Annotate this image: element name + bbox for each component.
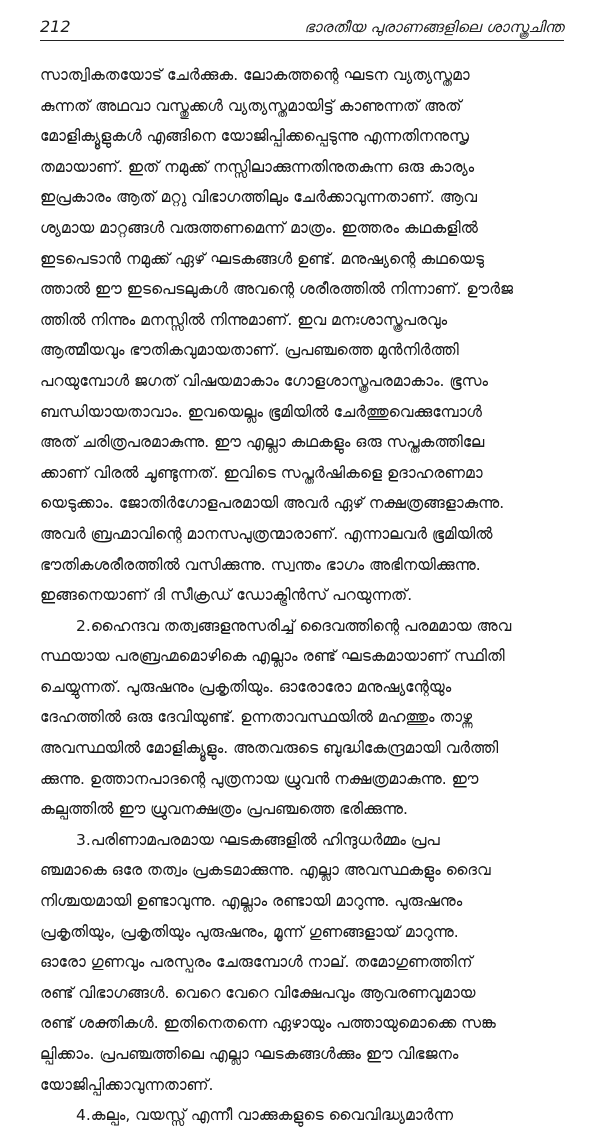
- text-line: രണ്ട് ശക്തികൾ. ഇതിനെതന്നെ ഏഴായും പത്തായുമൊക്കെ സങ്ക: [40, 1014, 496, 1033]
- running-title: ഭാരതീയ പുരാണങ്ങളിലെ ശാസ്ത്രചിന്ത: [304, 18, 564, 36]
- text-line: യെടുക്കാം. ജോതിർഗോളപരമായി അവർ ഏഴ് നക്ഷത്രങ്ങളാകുന്നു.: [40, 494, 505, 513]
- text-line: രണ്ട് വിഭാഗങ്ങൾ. വെറെ വേറെ വിക്ഷേപവും ആവരണവുമായ: [40, 983, 476, 1002]
- text-line: ഓരോ ഗുണവും പരസ്പരം ചേരുമ്പോൾ നാല്. തമോഗുണത്തിന്: [40, 953, 473, 972]
- text-line: കല്പത്തിൽ ഈ ധ്രുവനക്ഷത്രം പ്രപഞ്ചത്തെ ഭരിക്കുന്നു.: [40, 800, 408, 819]
- text-line: ഞ്ചമാകെ ഒരേ തത്വം പ്രകടമാക്കുന്നു. എല്ലാ അവസ്ഥകളും ദൈവ: [40, 861, 491, 880]
- text-line: ത്തിൽ നിന്നും മനസ്സിൽ നിന്നുമാണ്. ഇവ മനഃശാസ്ത്രപരവും: [40, 310, 448, 329]
- text-line: കുന്നത് അഥവാ വസ്തുക്കൾ വ്യത്യസ്തമായിട്ട് കാണുന്നത് അത്: [40, 96, 462, 115]
- text-line: ആത്മീയവും ഭൗതികവുമായതാണ്. പ്രപഞ്ചത്തെ മുൻനിർത്തി: [40, 341, 459, 360]
- text-line: അത് ചരിത്രപരമാകുന്നു. ഈ എല്ലാ കഥകളും ഒരു സപ്തകത്തിലേ: [40, 433, 485, 452]
- text-line: പ്രകൃതിയും, പ്രകൃതിയും പുരുഷനും, മൂന്ന് ഗുണങ്ങളായ് മാറുന്നു.: [40, 922, 459, 941]
- text-line: ല്പിക്കാം. പ്രപഞ്ചത്തിലെ എല്ലാ ഘടകങ്ങൾക്കും ഈ വിഭജനം: [40, 1045, 459, 1063]
- page-number: 212: [40, 17, 71, 36]
- text-line: ഇടപെടാൻ നമുക്ക് ഏഴ് ഘടകങ്ങൾ ഉണ്ട്. മനുഷ്യന്റെ കഥയെടു: [40, 249, 484, 268]
- page-header: [40, 6, 564, 41]
- text-line: അവർ ബ്രഹ്മാവിന്റെ മാനസപുത്രന്മാരാണ്. എന്നാലവർ ഭൂമിയിൽ: [40, 524, 493, 543]
- text-line: നിശ്ചയമായി ഉണ്ടാവുന്നു. എല്ലാം രണ്ടായി മാറുന്നു. പുരുഷനും: [40, 892, 463, 911]
- text-line: 2.ഹൈന്ദവ തത്വങ്ങളനുസരിച്ച് ദൈവത്തിന്റെ പരമമായ അവ: [76, 616, 512, 635]
- text-line: 3.പരിണാമപരമായ ഘടകങ്ങളിൽ ഹിന്ദുധർമ്മം പ്രപ: [76, 830, 440, 849]
- text-line: മോളിക്യൂളുകൾ എങ്ങിനെ യോജിപ്പിക്കപ്പെടുന്നു എന്നതിനനുസൃ: [40, 127, 470, 146]
- text-line: 4.കല്പം, വയസ്സ് എന്നീ വാക്കുകളുടെ വൈവിദ്ധ്യമാർന്ന: [76, 1106, 453, 1125]
- text-line: അവസ്ഥയിൽ മോളിക്യൂളും. അതവരുടെ ബുദ്ധികേന്ദ്രമായി വർത്തി: [40, 739, 499, 758]
- text-line: ക്കാണ് വിരൽ ചൂണ്ടുന്നത്. ഇവിടെ സപ്തർഷികളെ ഉദാഹരണമാ: [40, 463, 483, 482]
- text-line: യോജിപ്പിക്കാവുന്നതാണ്.: [40, 1075, 214, 1094]
- text-line: സാത്വികതയോട് ചേർക്കുക. ലോകത്തന്റെ ഘടന വ്യത്യസ്തമാ: [40, 66, 470, 84]
- text-line: ഇങ്ങനെയാണ് ദി സീക്രഡ് ഡോക്ട്രിൻസ് പറയുന്നത്.: [40, 586, 413, 605]
- text-line: ഭൗതികശരീരത്തിൽ വസിക്കുന്നു. സ്വന്തം ഭാഗം അഭിനയിക്കുന്നു.: [40, 555, 481, 574]
- text-line: ദേഹത്തിൽ ഒരു ദേവിയുണ്ട്. ഉന്നതാവസ്ഥയിൽ മഹത്തും താഴ്ന്ന: [40, 708, 473, 727]
- text-line: തമായാണ്. ഇത് നമുക്ക് നസ്സിലാക്കുന്നതിനുതകുന്ന ഒരു കാര്യം: [40, 157, 475, 176]
- text-line: ശ്യമായ മാറ്റങ്ങൾ വരുത്തണമെന്ന് മാത്രം. ഇത്തരം കഥകളിൽ: [40, 218, 478, 237]
- text-line: പറയുമ്പോൾ ജഗത് വിഷയമാകാം ഗോളശാസ്ത്രപരമാകാം. ഭൂസം: [40, 371, 488, 390]
- text-line: ബന്ധിയായതാവാം. ഇവയെല്ലം ഭൂമിയിൽ ചേർത്തുവെക്കുമ്പോൾ: [40, 402, 482, 421]
- body-text: [40, 60, 570, 1125]
- text-line: ഇപ്രകാരം ആത് മറ്റു വിഭാഗത്തിലും ചേർക്കാവുന്നതാണ്. ആവ: [40, 188, 477, 207]
- text-line: സ്ഥയായ പരബ്രഹ്മമൊഴികെ എല്ലാം രണ്ട് ഘടകമായാണ് സ്ഥിതി: [40, 647, 505, 666]
- text-line: ചെയ്യുന്നത്. പുരുഷനും പ്രകൃതിയും. ഓരോരോ മനുഷ്യന്റേയും: [40, 677, 452, 696]
- text-line: ക്കുന്നു. ഉത്താനപാദന്റെ പുത്രനായ ധ്രുവൻ നക്ഷത്രമാകുന്നു. ഈ: [40, 769, 479, 788]
- text-line: ത്താൽ ഈ ഇടപെടലുകൾ അവന്റെ ശരീരത്തിൽ നിന്നാണ്. ഊർജ: [40, 280, 514, 299]
